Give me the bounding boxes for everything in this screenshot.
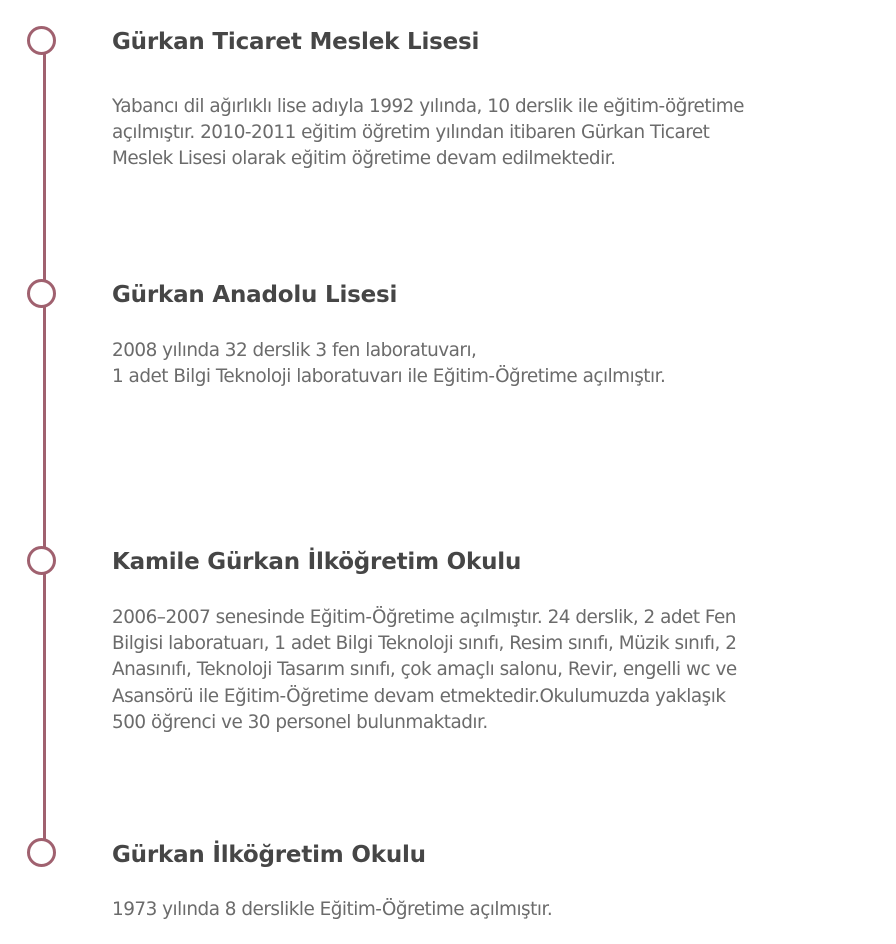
entry-line: 2006–2007 senesinde Eğitim-Öğretime açılmıştır. 24 derslik, 2 adet Fen: [112, 607, 736, 628]
timeline-dot-icon: [27, 546, 56, 575]
timeline-line: [43, 42, 46, 854]
entry-title: Gürkan İlköğretim Okulu: [112, 842, 426, 868]
entry-line: açılmıştır. 2010-2011 eğitim öğretim yılından itibaren Gürkan Ticaret: [112, 122, 710, 144]
entry-description: [112, 94, 852, 173]
entry-line: Anasınıfı, Teknoloji Tasarım sınıfı, çok amaçlı salonu, Revir, engelli wc ve: [112, 659, 737, 681]
timeline-dot-icon: [27, 26, 56, 55]
entry-line: Bilgisi laboratuarı, 1 adet Bilgi Teknoloji sınıfı, Resim sınıfı, Müzik sınıfı, 2: [112, 633, 737, 655]
timeline-dot-icon: [27, 279, 56, 308]
timeline-dot-icon: [27, 838, 56, 867]
entry-line: 1 adet Bilgi Teknoloji laboratuvarı ile Eğitim-Öğretime açılmıştır.: [112, 366, 666, 388]
entry-line: 500 öğrenci ve 30 personel bulunmaktadır.: [112, 711, 488, 733]
timeline-entry: [112, 840, 852, 923]
entry-description: [112, 605, 852, 736]
entry-description: [112, 897, 852, 923]
entry-line: Yabancı dil ağırlıklı lise adıyla 1992 yılında, 10 derslik ile eğitim-öğretime: [112, 96, 744, 117]
entry-line: Asansörü ile Eğitim-Öğretime devam etmektedir.Okulumuzda yaklaşık: [112, 685, 726, 707]
timeline-entry: [112, 547, 852, 736]
timeline-entry: [112, 27, 852, 173]
entry-title: Gürkan Anadolu Lisesi: [112, 282, 398, 308]
entry-description: [112, 338, 852, 390]
entry-title: Kamile Gürkan İlköğretim Okulu: [112, 549, 522, 575]
entry-line: Meslek Lisesi olarak eğitim öğretime devam edilmektedir.: [112, 148, 616, 170]
entry-line: 1973 yılında 8 derslikle Eğitim-Öğretime açılmıştır.: [112, 899, 553, 920]
timeline-entry: [112, 280, 852, 390]
entry-line: 2008 yılında 32 derslik 3 fen laboratuvarı,: [112, 340, 477, 361]
entry-title: Gürkan Ticaret Meslek Lisesi: [112, 29, 480, 55]
